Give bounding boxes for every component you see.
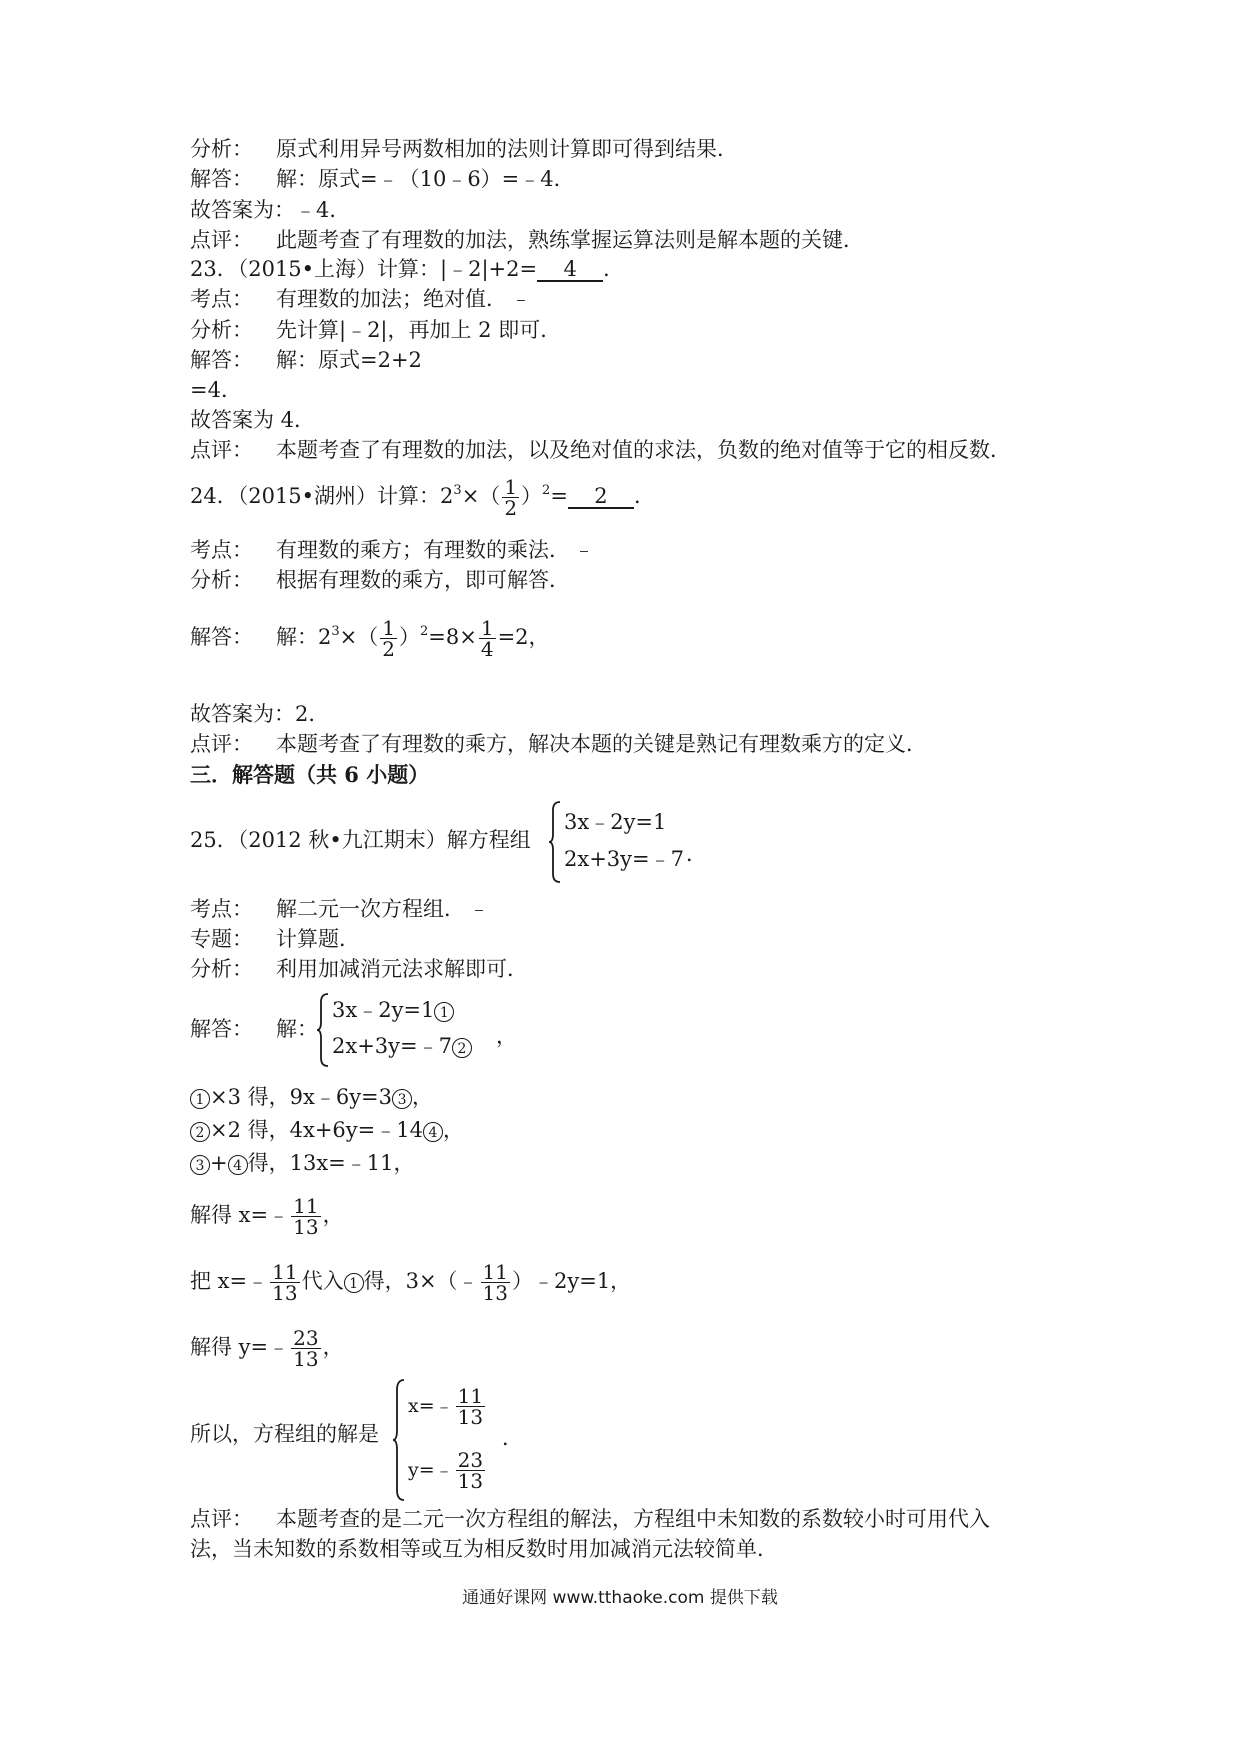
analysis-line [190,316,561,344]
final-answer-line [190,406,315,434]
fraction [502,477,519,518]
equation-system [316,992,516,1068]
circled-number: 4 [228,1155,248,1175]
question-text: 23．（2015•上海）计算：|﹣2|+2= [190,257,538,281]
step-text: ×2 得，4x+6y=﹣14 [210,1118,423,1142]
answer-text: =4． [190,378,242,402]
label: 解答： [190,1017,253,1041]
numerator: 1 [504,475,518,499]
answer-line [190,346,422,374]
fraction [291,1328,320,1369]
times-sign: ×（ [339,625,379,649]
denominator: 13 [293,1215,319,1239]
denominator: 13 [457,1469,484,1493]
equation-1: 3x﹣2y=1 [564,810,667,834]
step-text: 得，13x=﹣11， [247,1151,415,1175]
comment-line-2 [190,1535,778,1563]
circled-number: 1 [190,1089,210,1109]
question-24-title [190,476,655,518]
var-text: x=﹣ [408,1395,454,1417]
fraction [479,618,496,659]
equation-1 [332,996,454,1024]
fraction [456,1386,485,1427]
tick-mark [517,300,525,301]
exponent: 2 [420,624,429,639]
knowledge-point-text: 解二元一次方程组． [276,897,465,921]
final-answer-text: 故答案为：﹣4． [190,198,351,222]
denominator: 13 [457,1405,484,1429]
circled-number: 3 [392,1089,412,1109]
label: 考点： [190,287,253,311]
punct: ， [412,1085,434,1109]
comment-line [190,730,927,758]
step-text: ）﹣2y=1， [512,1269,632,1293]
answer-text: 解：原式=2+2 [276,348,422,372]
label: 点评： [190,228,253,252]
label: 点评： [190,1507,253,1531]
denominator: 2 [504,496,518,520]
label: 解答： [190,625,253,649]
paren: ） [521,484,543,508]
step-text: 代入 [301,1269,344,1293]
comment-text: 此题考查了有理数的加法，熟练掌握运算法则是解本题的关键． [276,228,864,252]
comment-line [190,436,1011,464]
question-text: 25．（2012 秋•九江期末）解方程组 [190,828,531,852]
step-text: ×3 得，9x﹣6y=3 [210,1085,393,1109]
equation-system [548,800,718,884]
denominator: 4 [480,637,494,661]
label: 考点： [190,897,253,921]
label: 专题： [190,927,253,951]
analysis-line [190,135,738,163]
answer-blank: 4 [537,258,603,282]
circled-number: 1 [344,1273,364,1293]
paren: ） [399,625,420,649]
step-text: 得，3×（﹣ [363,1269,479,1293]
exponent: 3 [331,624,340,639]
answer-text: 解：2 [276,625,332,649]
step-text: 所以，方程组的解是 [190,1422,379,1446]
denominator: 13 [293,1347,319,1371]
analysis-line [190,566,570,594]
answer-text: 解：原式=﹣（10﹣6）=﹣4． [276,167,575,191]
label: 分析： [190,957,253,981]
punct: ． [603,257,625,281]
knowledge-point-line [190,536,588,564]
x-value [408,1380,487,1431]
solution-system [392,1378,532,1502]
equation-2: 2x+3y=﹣7 [564,847,684,871]
knowledge-point-line [190,285,525,313]
circled-number: 2 [452,1038,472,1058]
knowledge-point-line [190,895,483,923]
label: 点评： [190,732,253,756]
step-line [190,1116,464,1144]
comment-text: 本题考查的是二元一次方程组的解法，方程组中未知数的系数较小时可用代入 [276,1507,990,1531]
step-text: 解得 y=﹣ [190,1335,290,1359]
analysis-text: 根据有理数的乘方，即可解答． [276,568,570,592]
fraction [291,1196,320,1237]
punct: ． [502,1426,523,1450]
numerator: 11 [457,1384,484,1408]
numerator: 11 [293,1194,319,1218]
step-line [190,1149,415,1177]
numerator: 23 [457,1448,484,1472]
equation-text: 3x﹣2y=1 [332,998,435,1022]
equation-text: 2x+3y=﹣7 [332,1034,452,1058]
answer-text: 解： [276,1017,318,1041]
times-sign: ×（ [461,484,501,508]
circled-number: 2 [190,1122,210,1142]
step-text: + [210,1151,228,1175]
answer-line [190,612,550,662]
y-value [408,1444,487,1495]
exponent: 3 [453,483,462,498]
answer-line [190,165,575,193]
label: 分析： [190,137,253,161]
comment-text: 本题考查了有理数的乘方，解决本题的关键是熟记有理数乘方的定义． [276,732,927,756]
fraction [380,618,397,659]
topic-line [190,925,360,953]
step-text: 把 x=﹣ [190,1269,269,1293]
analysis-text: 利用加减消元法求解即可． [276,957,528,981]
analysis-text: 原式利用异号两数相加的法则计算即可得到结果． [276,137,738,161]
circled-number: 1 [434,1002,454,1022]
final-answer-line [190,700,329,728]
denominator: 13 [272,1281,298,1305]
page-footer: 通通好课网 www.tthaoke.com 提供下载 [462,1588,778,1608]
answer-blank: 2 [568,485,634,509]
punct: ， [496,1024,517,1048]
denominator: 13 [482,1281,508,1305]
y-solution-line [190,1322,344,1372]
answer-text: =2， [497,625,550,649]
analysis-text: 先计算|﹣2|，再加上 2 即可． [276,318,562,342]
circled-number: 3 [190,1155,210,1175]
label: 分析： [190,568,253,592]
numerator: 11 [272,1260,298,1284]
label: 解答： [190,348,253,372]
fraction [481,1262,510,1303]
comment-line [190,1505,990,1533]
answer-line [190,1015,318,1043]
final-solution-line [190,1420,379,1448]
left-brace-icon [548,800,562,884]
question-25-title [190,826,531,854]
step-text: 解得 x=﹣ [190,1203,290,1227]
final-answer-text: 故答案为 4． [190,408,316,432]
tick-mark [475,910,483,911]
numerator: 23 [293,1326,319,1350]
label: 考点： [190,538,253,562]
numerator: 1 [382,616,395,640]
fraction [270,1262,299,1303]
label: 分析： [190,318,253,342]
step-line [190,1083,433,1111]
substitution-line [190,1256,631,1306]
fraction [456,1450,485,1491]
section-heading: 三．解答题（共 6 小题） [190,762,430,787]
comment-line [190,226,864,254]
punct: ， [322,1335,344,1359]
label: 解答： [190,167,253,191]
punct: ． [686,842,707,866]
analysis-line [190,955,528,983]
left-brace-icon [392,1378,406,1502]
equation-2 [332,1032,472,1060]
punct: ． [633,484,655,508]
denominator: 2 [382,637,395,661]
label: 点评： [190,438,253,462]
equals: = [550,484,568,508]
circled-number: 4 [423,1122,443,1142]
knowledge-point-text: 有理数的加法；绝对值． [276,287,507,311]
comment-text: 法，当未知数的系数相等或互为相反数时用加减消元法较简单． [190,1537,778,1561]
exponent: 2 [542,483,551,498]
punct: ， [442,1118,464,1142]
x-solution-line [190,1190,344,1240]
final-answer-text: 故答案为：2． [190,702,330,726]
numerator: 1 [480,616,494,640]
question-23-title [190,255,624,283]
tick-mark [580,551,588,552]
question-text: 24．（2015•湖州）计算：2 [190,484,454,508]
numerator: 11 [482,1260,508,1284]
punct: ， [322,1203,344,1227]
final-answer-line [190,196,350,224]
topic-text: 计算题． [276,927,360,951]
comment-text: 本题考查了有理数的加法，以及绝对值的求法，负数的绝对值等于它的相反数． [276,438,1011,462]
knowledge-point-text: 有理数的乘方；有理数的乘法． [276,538,570,562]
answer-line-2 [190,376,242,404]
left-brace-icon [316,992,330,1068]
answer-text: =8× [428,625,477,649]
var-text: y=﹣ [408,1459,454,1481]
